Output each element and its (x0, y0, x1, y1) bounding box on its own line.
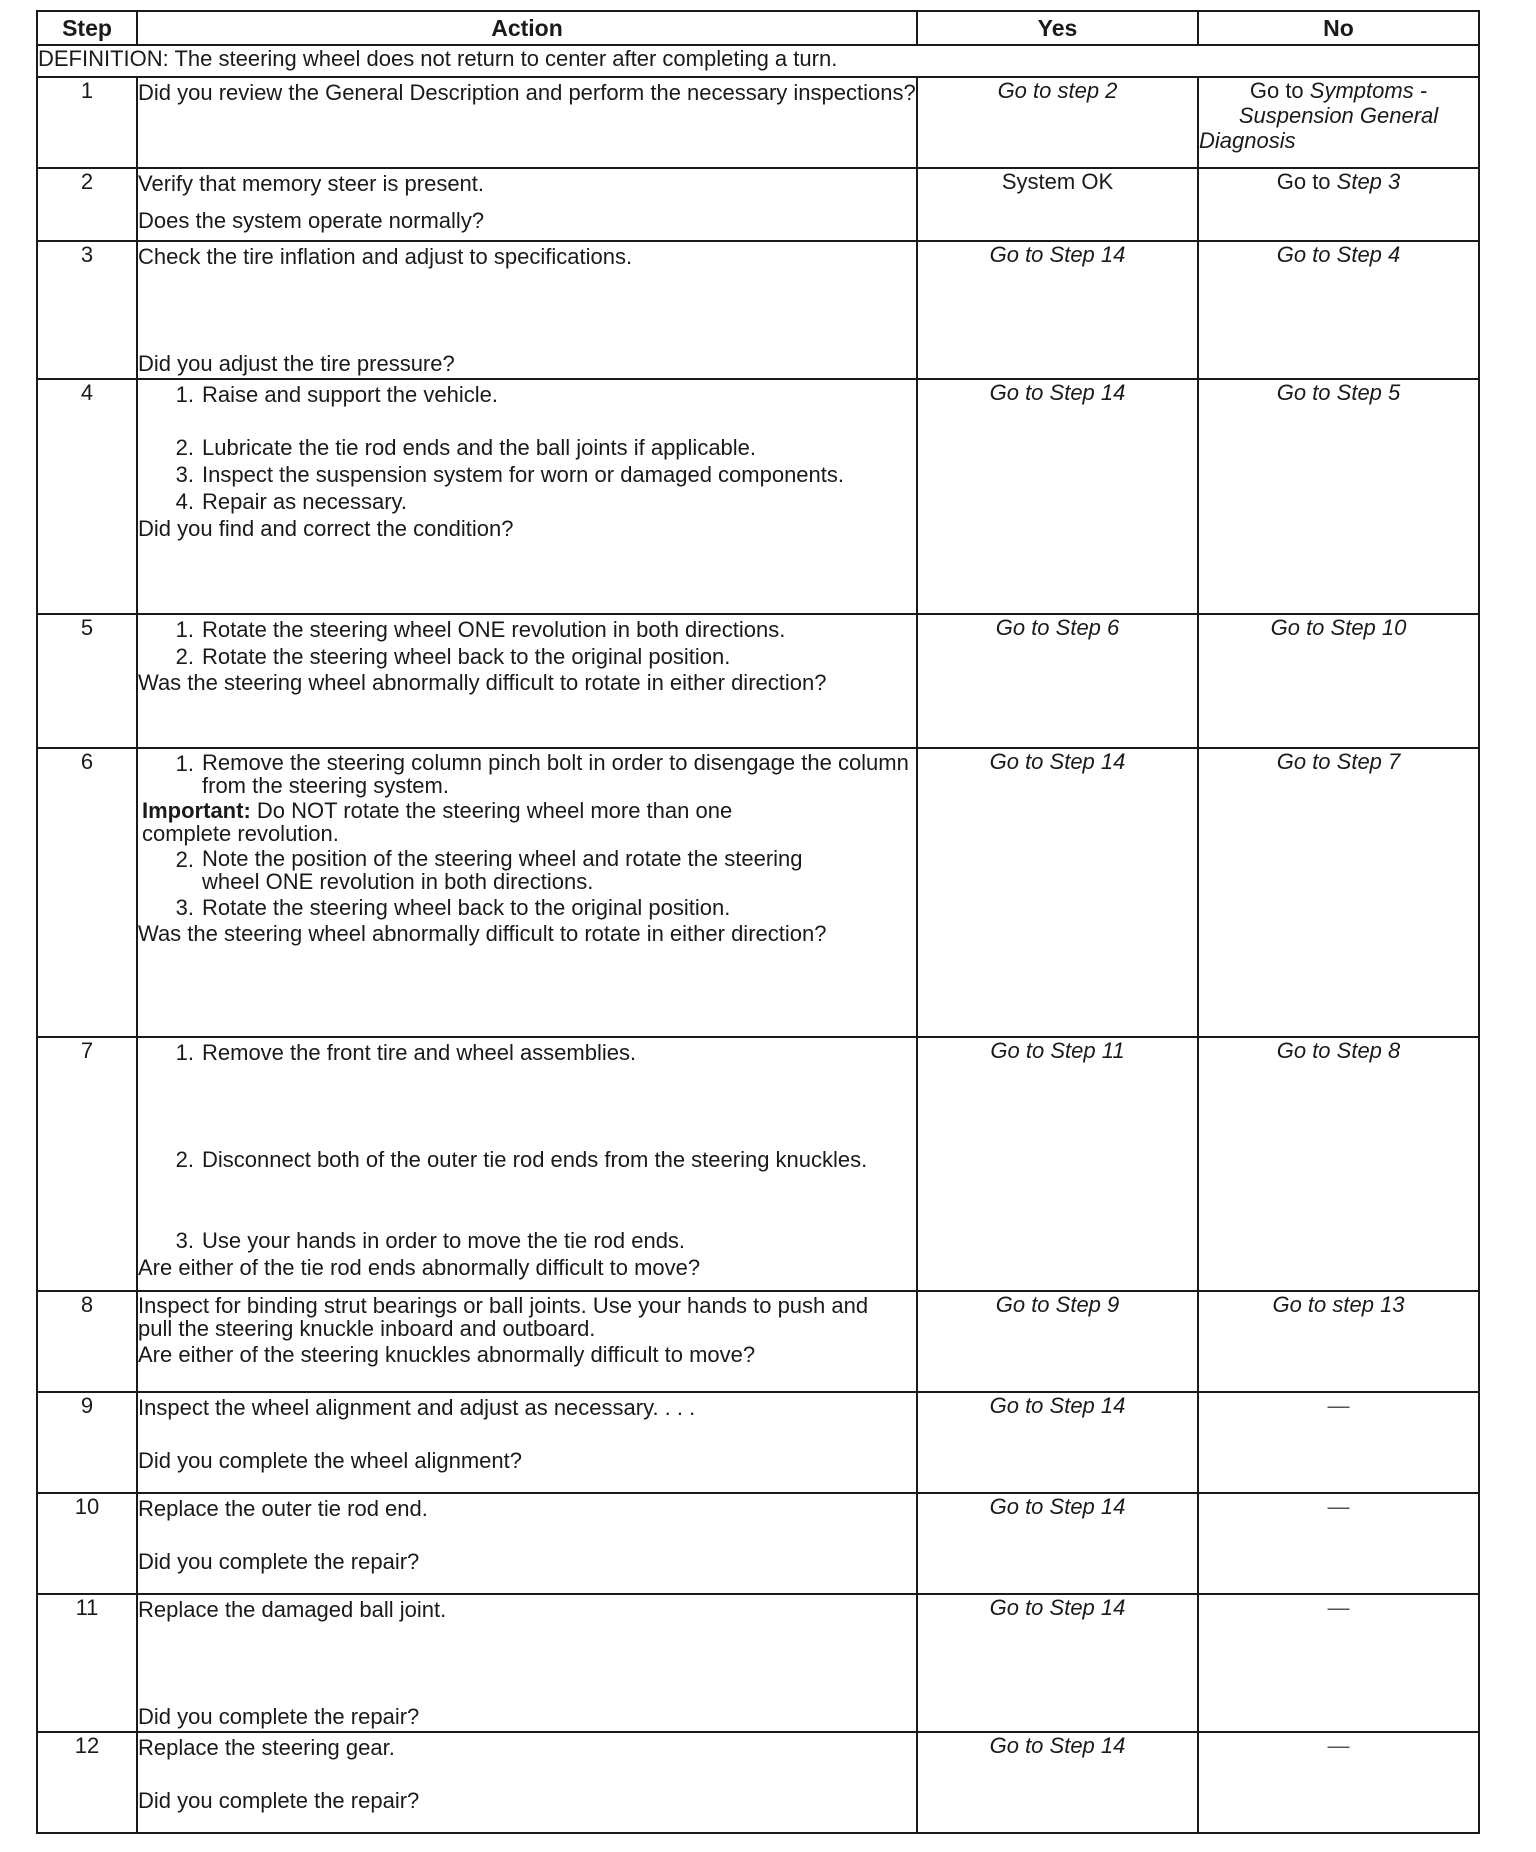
list-text: Note the position of the steering wheel and rotate the steering wheel ONE revolution in both directions. (202, 846, 803, 894)
no-prefix: Go to (1249, 78, 1310, 103)
list-item (138, 847, 916, 893)
question-text: Did you complete the repair? (138, 1704, 420, 1729)
definition-text: DEFINITION: The steering wheel does not return to center after completing a turn. (37, 45, 1479, 77)
action-cell (137, 1037, 917, 1291)
list-number: 1. (175, 617, 194, 642)
list-number: 2. (175, 1147, 194, 1172)
list-text: Remove the steering column pinch bolt in order to disengage the column from the steering system. (202, 750, 909, 798)
header-yes: Yes (917, 11, 1198, 45)
question-text: Did you find and correct the condition? (138, 516, 514, 541)
action-cell (137, 614, 917, 748)
question-text: Did you complete the repair? (138, 1549, 420, 1574)
no-prefix: Go to (1276, 169, 1337, 194)
no-text: Go to Step 7 (1276, 749, 1401, 774)
yes-text: Go to Step 14 (989, 1733, 1126, 1758)
header-step: Step (37, 11, 137, 45)
table-row (37, 77, 1479, 168)
yes-text: Go to Step 9 (995, 1292, 1120, 1317)
list-text: Repair as necessary. (202, 489, 408, 514)
list-item (138, 1147, 916, 1172)
list-number: 3. (175, 895, 194, 920)
step-number: 2 (37, 168, 137, 241)
yes-text: Go to Step 11 (990, 1038, 1125, 1063)
action-cell (137, 77, 917, 168)
action-text: Check the tire inflation and adjust to specifications. (138, 244, 633, 269)
important-note (138, 799, 916, 845)
list-text: Rotate the steering wheel back to the original position. (202, 895, 731, 920)
yes-text: Go to Step 14 (989, 380, 1126, 405)
no-cell: — (1198, 1392, 1479, 1493)
list-item (138, 895, 916, 920)
no-text: Go to Step 5 (1276, 380, 1401, 405)
step-number: 7 (37, 1037, 137, 1291)
action-text: Inspect for binding strut bearings or ball joints. Use your hands to push and pull the steering knuckle inboard and outboard. (138, 1293, 869, 1341)
action-text: Replace the damaged ball joint. (138, 1597, 447, 1622)
step-number: 4 (37, 379, 137, 614)
list-number: 1. (175, 1040, 194, 1065)
table-row (37, 748, 1479, 1037)
step-number: 8 (37, 1291, 137, 1392)
question-text: Was the steering wheel abnormally difficult to rotate in either direction? (138, 921, 827, 946)
list-item (138, 1040, 916, 1065)
question-text: Are either of the tie rod ends abnormally difficult to move? (138, 1255, 701, 1280)
list-item (138, 489, 916, 514)
list-item (138, 1228, 916, 1253)
list-number: 4. (175, 489, 194, 514)
action-cell (137, 1392, 917, 1493)
list-number: 1. (175, 751, 194, 776)
table-row (37, 241, 1479, 379)
no-text: Go to Step 4 (1276, 242, 1401, 267)
step-number: 10 (37, 1493, 137, 1594)
action-text: Replace the outer tie rod end. (138, 1496, 428, 1521)
action-cell (137, 168, 917, 241)
question-text: Does the system operate normally? (138, 208, 485, 233)
table-row (37, 1392, 1479, 1493)
action-cell (137, 748, 917, 1037)
yes-cell (917, 1732, 1198, 1833)
list-text: Raise and support the vehicle. (202, 382, 498, 407)
yes-text: Go to step 2 (997, 78, 1118, 103)
list-text: Remove the front tire and wheel assemblies. (202, 1040, 637, 1065)
question-text: Did you complete the repair? (138, 1788, 420, 1813)
question-text: Was the steering wheel abnormally difficult to rotate in either direction? (138, 670, 827, 695)
yes-cell (917, 241, 1198, 379)
action-cell (137, 379, 917, 614)
action-cell (137, 1291, 917, 1392)
yes-text: Go to Step 14 (989, 242, 1126, 267)
no-cell: — (1198, 1732, 1479, 1833)
action-cell (137, 1732, 917, 1833)
no-link-line-2: Suspension General (1238, 103, 1439, 128)
no-cell (1198, 379, 1479, 614)
table-row (37, 379, 1479, 614)
yes-text: Go to Step 14 (989, 1494, 1126, 1519)
action-cell (137, 241, 917, 379)
list-item (138, 435, 916, 460)
list-item (138, 462, 916, 487)
yes-text: Go to Step 6 (995, 615, 1120, 640)
definition-row (37, 45, 1479, 77)
question-text: Did you adjust the tire pressure? (138, 351, 455, 376)
action-cell (137, 1594, 917, 1732)
yes-cell (917, 1594, 1198, 1732)
yes-cell (917, 1392, 1198, 1493)
yes-cell (917, 1037, 1198, 1291)
list-number: 2. (175, 644, 194, 669)
list-number: 3. (175, 462, 194, 487)
list-text: Inspect the suspension system for worn or damaged components. (202, 462, 845, 487)
list-number: 1. (175, 382, 194, 407)
table-row (37, 1732, 1479, 1833)
yes-text: Go to Step 14 (989, 1595, 1126, 1620)
yes-cell: System OK (917, 168, 1198, 241)
question-text: Did you complete the wheel alignment? (138, 1448, 523, 1473)
yes-cell (917, 379, 1198, 614)
action-text: Did you review the General Description and perform the necessary inspections? (138, 80, 916, 105)
diagnostic-table (36, 10, 1480, 1834)
step-number: 9 (37, 1392, 137, 1493)
yes-cell (917, 1493, 1198, 1594)
no-cell: — (1198, 1594, 1479, 1732)
list-item (138, 644, 916, 669)
yes-cell (917, 77, 1198, 168)
table-row (37, 1291, 1479, 1392)
no-cell (1198, 748, 1479, 1037)
no-line-1 (1199, 78, 1478, 103)
list-number: 2. (175, 435, 194, 460)
no-link: Step 3 (1336, 169, 1401, 194)
no-cell (1198, 241, 1479, 379)
list-item (138, 751, 916, 797)
list-item (138, 617, 916, 642)
step-number: 3 (37, 241, 137, 379)
no-cell (1198, 1037, 1479, 1291)
list-text: Use your hands in order to move the tie rod ends. (202, 1228, 686, 1253)
no-text: Go to step 13 (1272, 1292, 1405, 1317)
header-no: No (1198, 11, 1479, 45)
table-row (37, 1037, 1479, 1291)
action-text: Inspect the wheel alignment and adjust as necessary. . . . (138, 1395, 696, 1420)
list-text: Disconnect both of the outer tie rod ends from the steering knuckles. (202, 1147, 868, 1172)
no-cell (1198, 168, 1479, 241)
no-cell: — (1198, 1493, 1479, 1594)
yes-cell (917, 748, 1198, 1037)
list-number: 3. (175, 1228, 194, 1253)
table-row (37, 1493, 1479, 1594)
table-row (37, 614, 1479, 748)
list-text: Rotate the steering wheel back to the original position. (202, 644, 731, 669)
no-cell (1198, 614, 1479, 748)
table-row (37, 1594, 1479, 1732)
yes-cell (917, 1291, 1198, 1392)
list-item (138, 382, 916, 407)
no-text: Go to Step 8 (1276, 1038, 1401, 1063)
action-cell (137, 1493, 917, 1594)
header-row (37, 11, 1479, 45)
step-number: 12 (37, 1732, 137, 1833)
no-text: Go to Step 10 (1270, 615, 1407, 640)
header-action: Action (137, 11, 917, 45)
step-number: 5 (37, 614, 137, 748)
no-link: Symptoms - (1309, 78, 1428, 103)
list-text: Lubricate the tie rod ends and the ball joints if applicable. (202, 435, 757, 460)
yes-cell (917, 614, 1198, 748)
yes-text: Go to Step 14 (989, 749, 1126, 774)
important-text: Do NOT rotate the steering wheel more than one complete revolution. (142, 798, 733, 846)
step-number: 11 (37, 1594, 137, 1732)
no-cell (1198, 77, 1479, 168)
step-number: 6 (37, 748, 137, 1037)
no-cell (1198, 1291, 1479, 1392)
important-label: Important: (142, 798, 251, 823)
question-text: Are either of the steering knuckles abnormally difficult to move? (138, 1342, 756, 1367)
list-number: 2. (175, 847, 194, 872)
action-text: Verify that memory steer is present. (138, 171, 485, 196)
list-text: Rotate the steering wheel ONE revolution in both directions. (202, 617, 786, 642)
table-row (37, 168, 1479, 241)
action-text: Replace the steering gear. (138, 1735, 395, 1760)
yes-text: Go to Step 14 (989, 1393, 1126, 1418)
step-number: 1 (37, 77, 137, 168)
no-link-line-3: Diagnosis (1199, 128, 1296, 153)
